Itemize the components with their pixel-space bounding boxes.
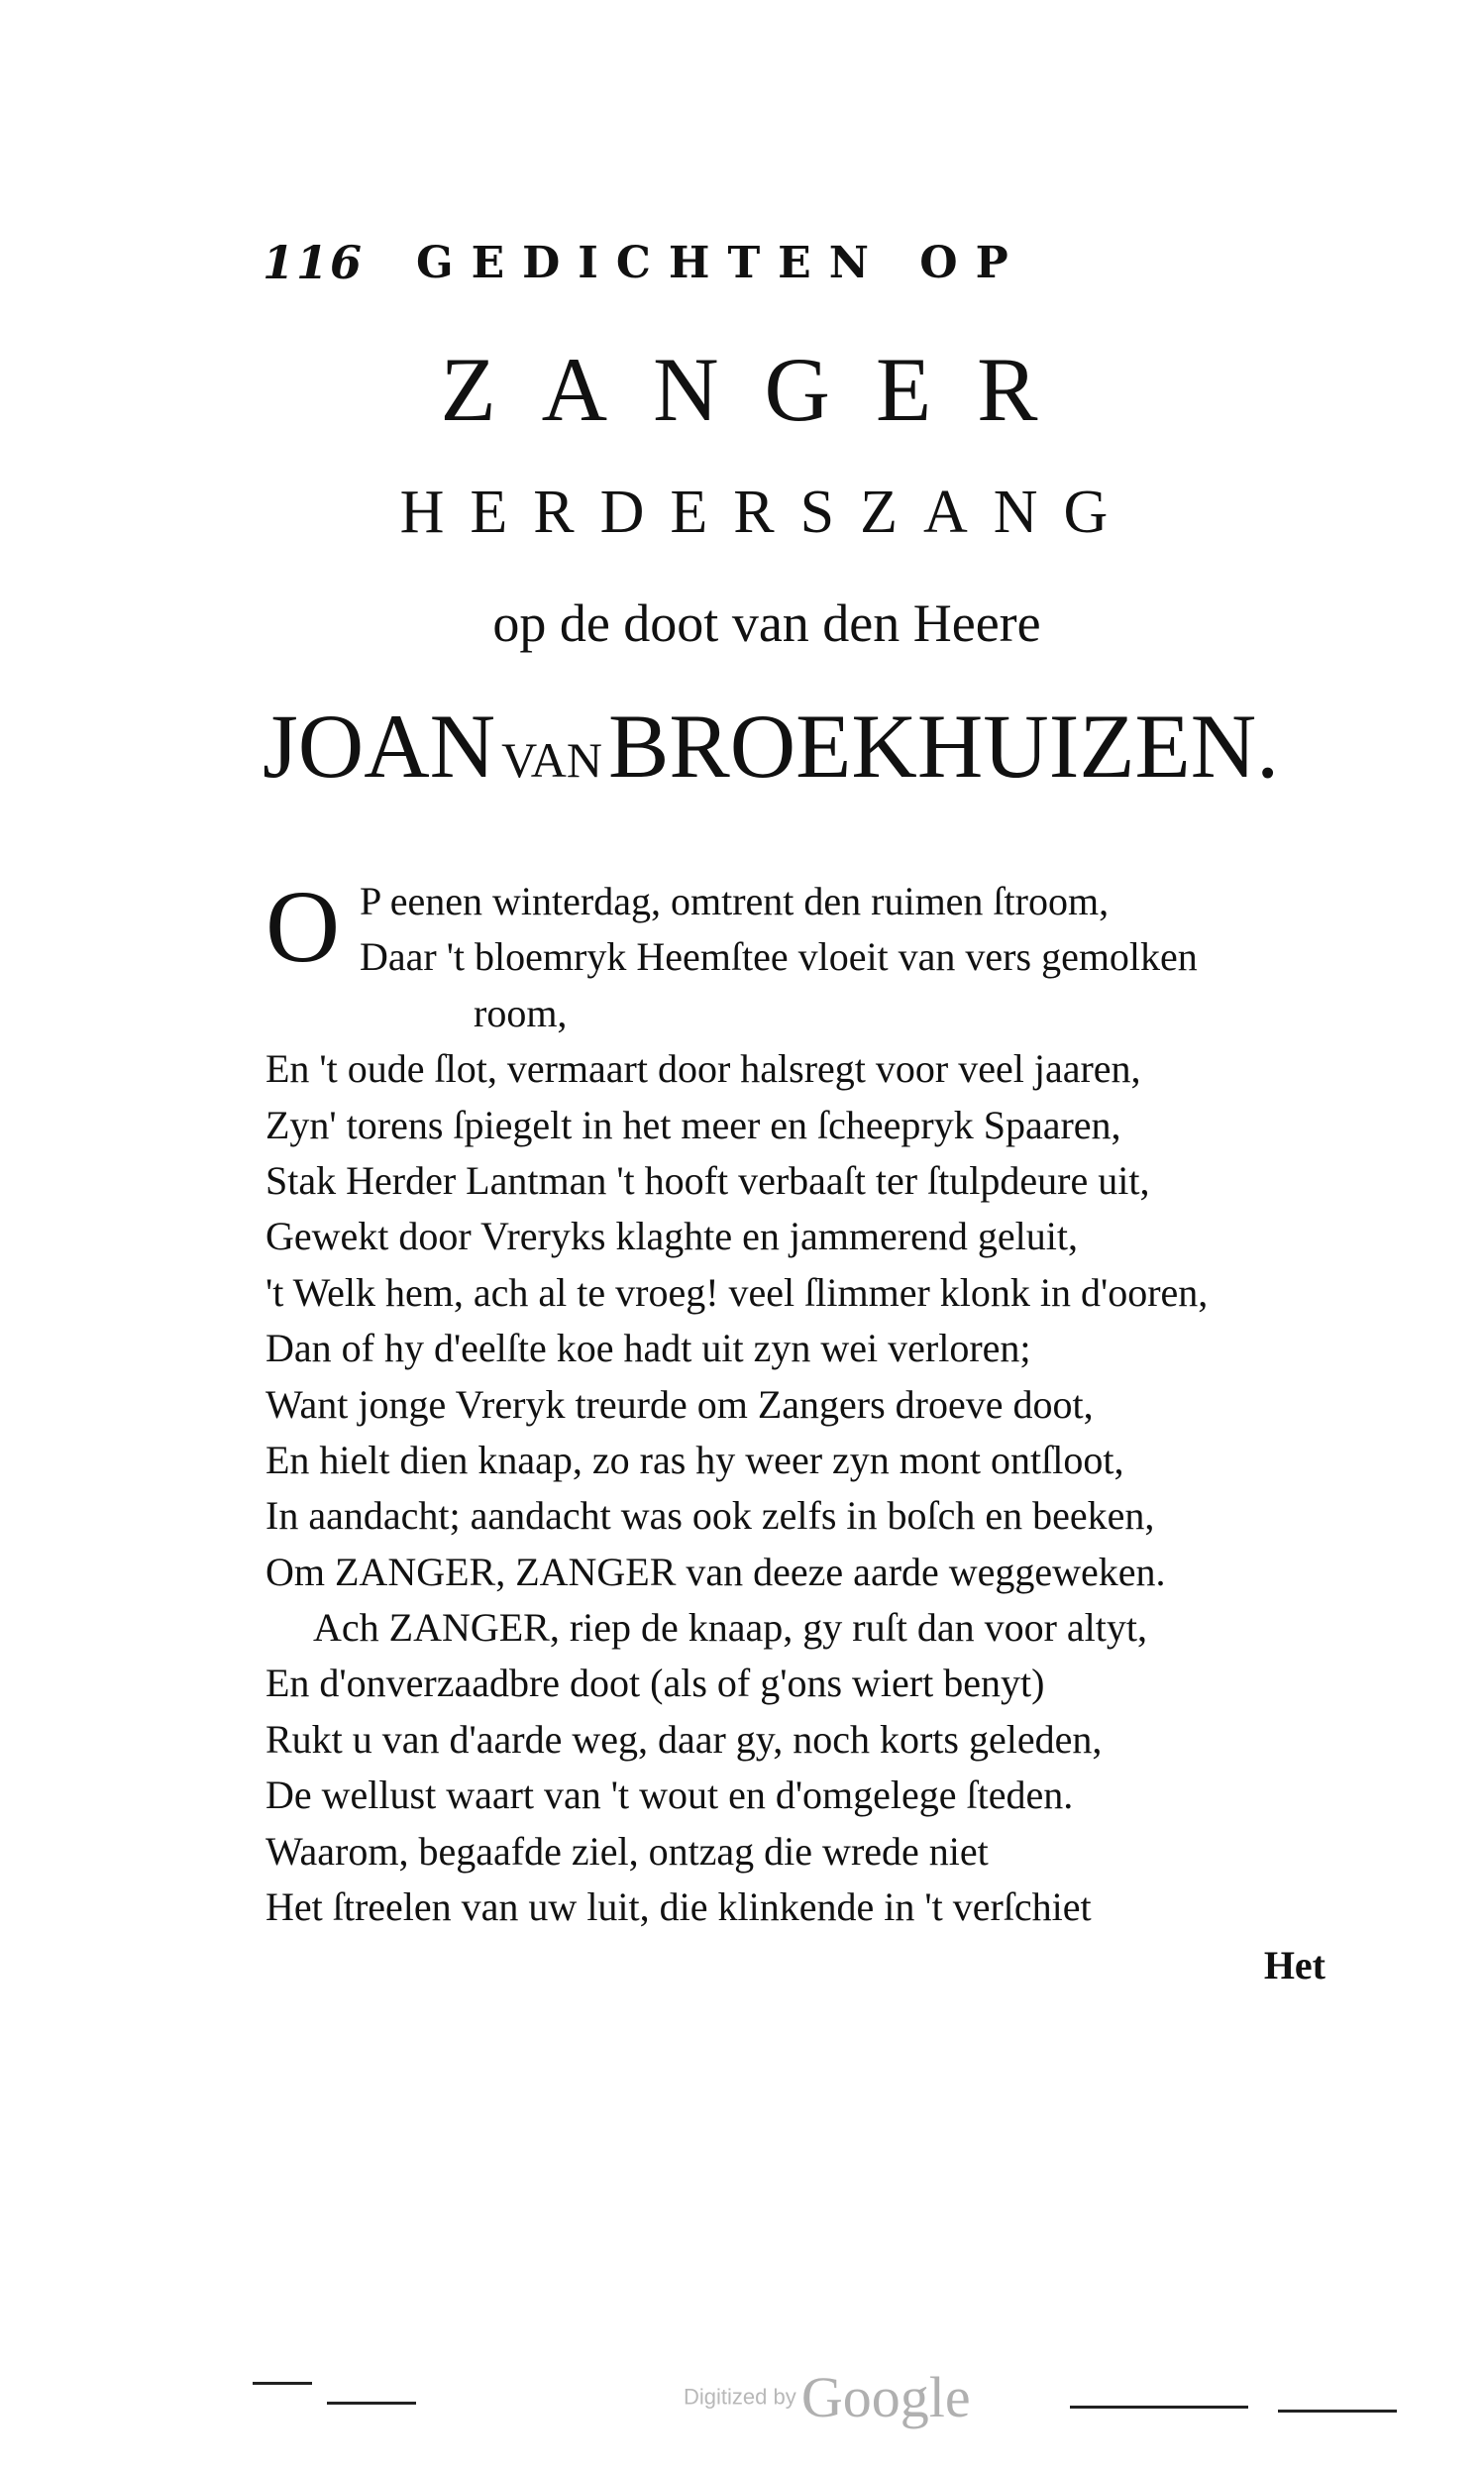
poem-line: Ach ZANGER, riep de knaap, gy ruſt dan voor altyt,: [313, 1605, 1148, 1651]
dedication-line: op de doot van den Heere: [492, 593, 1041, 653]
poem-line: En hielt dien knaap, zo ras hy weer zyn mont ontſloot,: [265, 1437, 1124, 1482]
dedicatee-last-name: BROEKHUIZEN.: [608, 696, 1280, 797]
running-head: [263, 236, 1214, 305]
poem-line: Stak Herder Lantman 't hooft verbaaſt ter ſtulpdeure uit,: [265, 1157, 1150, 1203]
dedicatee-name: [263, 694, 1332, 799]
poem-line: Daar 't bloemryk Heemſtee vloeit van vers gemolken: [360, 934, 1198, 980]
poem-line: Zyn' torens ſpiegelt in het meer en ſcheepryk Spaaren,: [265, 1102, 1121, 1147]
poem-line: En 't oude ſlot, vermaart door halsregt voor veel jaaren,: [265, 1046, 1141, 1092]
watermark-logo: Google: [800, 2365, 971, 2429]
running-title: GEDICHTEN OP: [416, 238, 1026, 288]
poem-line: room,: [474, 990, 568, 1035]
scan-artifact: [327, 2402, 416, 2405]
catchword: Het: [1263, 1943, 1325, 1988]
scan-artifact: [1278, 2410, 1397, 2413]
poem-line: Om ZANGER, ZANGER van deeze aarde weggeweken.: [265, 1549, 1166, 1594]
poem-line-text: P eenen winterdag, omtrent den ruimen ſtroom,: [360, 879, 1110, 923]
poem-line: Rukt u van d'aarde weg, daar gy, noch korts geleden,: [265, 1716, 1103, 1762]
poem-line: En d'onverzaadbre doot (als of g'ons wiert benyt): [265, 1661, 1045, 1706]
digitization-watermark: [684, 2364, 971, 2429]
poem-line: Het ſtreelen van uw luit, die klinkende in 't verſchiet: [265, 1884, 1092, 1930]
poem-line: Want jonge Vreryk treurde om Zangers droeve doot,: [265, 1381, 1094, 1427]
poem-line: Dan of hy d'eelſte koe hadt uit zyn wei verloren;: [265, 1326, 1031, 1371]
poem-line: Waarom, begaafde ziel, ontzag die wrede niet: [265, 1828, 989, 1874]
page-number: 116: [263, 236, 365, 289]
poem-body: [265, 870, 1340, 1935]
watermark-prefix: Digitized by: [684, 2384, 796, 2410]
scan-artifact: [1070, 2406, 1248, 2409]
dedicatee-first-name: JOAN: [263, 696, 496, 797]
poem-subtitle: HERDERSZANG: [399, 479, 1134, 546]
drop-capital: O: [265, 870, 341, 984]
poem-line: De wellust waart van 't wout en d'omgelege ſteden.: [265, 1773, 1074, 1818]
dedicatee-particle: VAN: [501, 732, 603, 788]
scan-artifact: [253, 2382, 312, 2385]
poem-line: In aandacht; aandacht was ook zelfs in boſch en beeken,: [265, 1493, 1155, 1539]
poem-line: Gewekt door Vreryks klaghte en jammerend geluit,: [265, 1214, 1078, 1259]
poem-line: 't Welk hem, ach al te vroeg! veel ſlimmer klonk in d'ooren,: [265, 1269, 1209, 1315]
poem-title: ZANGER: [440, 339, 1084, 440]
